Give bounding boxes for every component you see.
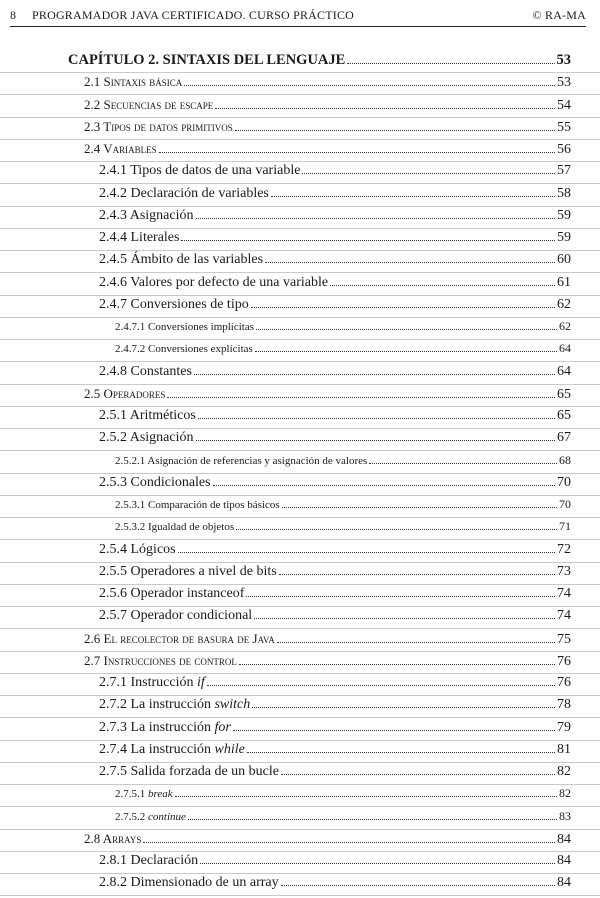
dot-leader	[302, 163, 555, 174]
dot-leader	[281, 764, 555, 775]
toc-entry-label: 2.7.5.1 break	[115, 788, 173, 801]
row-separator	[0, 873, 600, 874]
toc-entry-label-italic: switch	[214, 697, 251, 713]
toc-entry-page: 82	[557, 764, 571, 779]
toc-row	[0, 875, 600, 897]
toc-row	[0, 364, 600, 386]
row-separator	[0, 250, 600, 251]
toc-entry-label: 2.1 Sintaxis básica	[84, 74, 183, 90]
toc-entry[interactable]	[99, 720, 571, 738]
toc-row	[0, 853, 600, 875]
toc-row	[0, 608, 600, 630]
toc-entry-page: 56	[557, 142, 571, 157]
toc-entry-label: 2.4.5 Ámbito de las variables	[99, 252, 264, 268]
dot-leader	[181, 230, 555, 241]
toc-entry[interactable]	[84, 119, 571, 137]
row-separator	[0, 762, 600, 763]
dot-leader	[251, 297, 555, 308]
toc-entry-label: 2.5.2.1 Asignación de referencias y asignación de valores	[115, 454, 368, 467]
toc-entry-label: 2.5.6 Operador instanceof	[99, 586, 245, 601]
row-separator	[0, 272, 600, 273]
toc-entry-page: 64	[559, 341, 571, 356]
dot-leader	[159, 142, 555, 153]
toc-entry-label: 2.7.3 La instrucción for	[99, 719, 231, 735]
toc-entry-label: 2.7 Instrucciones de control	[84, 652, 237, 668]
toc-entry-label: 2.8.1 Declaración	[99, 853, 199, 868]
dot-leader	[265, 252, 555, 263]
row-separator	[0, 94, 600, 95]
dot-leader	[188, 809, 557, 820]
toc-entry-page: 78	[557, 697, 571, 713]
dot-leader	[215, 98, 555, 109]
row-separator	[0, 539, 600, 540]
toc-row	[0, 720, 600, 742]
toc-entry-label: 2.4.7 Conversiones de tipo	[99, 296, 249, 312]
toc-entry-label: 2.4.2 Declaración de variables	[99, 185, 269, 201]
toc-entry-page: 59	[557, 207, 571, 223]
toc-entry-label: 2.4.8 Constantes	[99, 363, 192, 379]
toc-entry[interactable]	[84, 141, 571, 159]
dot-leader	[369, 453, 557, 464]
row-separator	[0, 829, 600, 830]
toc-entry-page: 84	[557, 853, 571, 868]
toc-row	[0, 74, 600, 96]
dot-leader	[347, 53, 554, 64]
toc-entry-page: 64	[557, 363, 571, 379]
toc-entry-label: 2.4.7.2 Conversiones explícitas	[115, 343, 253, 356]
toc-entry[interactable]	[84, 653, 571, 671]
toc-entry-label: 2.5.3.2 Igualdad de objetos	[115, 521, 235, 534]
toc-entry[interactable]	[115, 519, 571, 537]
row-separator	[0, 361, 600, 362]
toc-entry-label: 2.7.5.2 continue	[115, 810, 186, 823]
toc-row	[0, 230, 600, 252]
toc-entry-page: 62	[559, 319, 571, 333]
dot-leader	[282, 497, 557, 508]
toc-row	[0, 52, 600, 74]
dot-leader	[279, 564, 555, 575]
toc-entry-label: 2.2 Secuencias de escape	[84, 96, 214, 112]
toc-entry-label: 2.7.5 Salida forzada de un bucle	[99, 764, 279, 779]
toc-entry[interactable]	[99, 275, 571, 293]
dot-leader	[196, 430, 556, 441]
dot-leader	[255, 341, 557, 352]
toc-entry-label: 2.4.7.1 Conversiones implícitas	[115, 321, 255, 333]
toc-entry[interactable]	[84, 97, 571, 115]
toc-row	[0, 475, 600, 497]
row-separator	[0, 651, 600, 652]
toc-entry[interactable]	[115, 453, 571, 471]
publisher: © RA-MA	[532, 8, 586, 22]
row-separator	[0, 406, 600, 407]
toc-entry-page: 84	[557, 875, 571, 891]
toc-entry[interactable]	[99, 697, 571, 715]
row-separator	[0, 562, 600, 563]
toc-entry-page: 60	[557, 252, 571, 268]
toc-entry[interactable]	[99, 742, 571, 760]
toc-entry[interactable]	[84, 831, 571, 849]
row-separator	[0, 295, 600, 296]
dot-leader	[256, 319, 557, 330]
toc-entry-label: 2.4.3 Asignación	[99, 207, 194, 223]
toc-row	[0, 786, 600, 808]
toc-entry[interactable]	[99, 764, 571, 782]
toc-entry-page: 55	[557, 119, 571, 135]
toc-row	[0, 519, 600, 541]
toc-row	[0, 586, 600, 608]
dot-leader	[196, 208, 556, 219]
row-separator	[0, 851, 600, 852]
dot-leader	[254, 608, 555, 619]
toc-entry-page: 59	[557, 230, 571, 245]
toc-entry[interactable]	[99, 608, 571, 626]
row-separator	[0, 895, 600, 896]
toc-entry-label: 2.5.4 Lógicos	[99, 541, 176, 557]
toc-entry-page: 70	[559, 497, 571, 511]
dot-leader	[194, 364, 555, 375]
dot-leader	[252, 697, 555, 708]
toc-entry-label: 2.6 El recolector de basura de Java	[84, 630, 275, 646]
row-separator	[0, 628, 600, 629]
toc-entry[interactable]	[99, 163, 571, 181]
dot-leader	[184, 75, 555, 86]
toc-entry-label: 2.5 Operadores	[84, 385, 166, 401]
row-separator	[0, 784, 600, 785]
toc-row	[0, 453, 600, 475]
row-separator	[0, 450, 600, 451]
row-separator	[0, 317, 600, 318]
toc-entry[interactable]	[99, 230, 571, 248]
toc-entry-label-italic: continue	[148, 810, 186, 823]
toc-entry-label: 2.5.3.1 Comparación de tipos básicos	[115, 499, 280, 511]
toc-entry-page: 71	[559, 519, 571, 534]
toc-entry-label: 2.5.1 Aritméticos	[99, 408, 196, 423]
row-separator	[0, 517, 600, 518]
toc-entry-label: 2.7.2 La instrucción switch	[99, 697, 251, 713]
row-separator	[0, 183, 600, 184]
row-separator	[0, 673, 600, 674]
toc-entry-page: 65	[557, 408, 571, 423]
toc-entry-page: 70	[557, 474, 571, 490]
toc-entry-label: 2.5.5 Operadores a nivel de bits	[99, 563, 277, 579]
toc-entry[interactable]	[99, 853, 571, 871]
toc-entry[interactable]	[99, 252, 571, 270]
toc-entry[interactable]	[99, 875, 571, 893]
header-rule	[10, 26, 586, 27]
toc-entry[interactable]	[115, 319, 571, 337]
row-separator	[0, 72, 600, 73]
dot-leader	[271, 186, 555, 197]
toc-entry-page: 75	[557, 631, 571, 647]
dot-leader	[330, 275, 555, 286]
toc-entry-label: 2.4.6 Valores por defecto de una variable	[99, 274, 329, 290]
toc-row	[0, 631, 600, 653]
toc-entry-page: 83	[559, 808, 571, 823]
toc-entry-page: 65	[557, 386, 571, 402]
toc-entry-label: 2.8.2 Dimensionado de un array	[99, 875, 279, 891]
toc-entry[interactable]	[68, 52, 571, 70]
toc-entry[interactable]	[84, 631, 571, 649]
row-separator	[0, 161, 600, 162]
dot-leader	[175, 786, 557, 797]
dot-leader	[246, 586, 555, 597]
dot-leader	[233, 720, 555, 731]
toc-entry-label-italic: while	[214, 741, 245, 757]
toc-row	[0, 319, 600, 341]
toc-entry-label: 2.7.4 La instrucción while	[99, 741, 245, 757]
toc-row	[0, 675, 600, 697]
dot-leader	[167, 387, 555, 398]
row-separator	[0, 695, 600, 696]
toc-row	[0, 564, 600, 586]
toc-entry-page: 76	[557, 675, 571, 690]
toc-entry[interactable]	[99, 186, 571, 204]
toc-row	[0, 408, 600, 430]
toc-entry[interactable]	[99, 475, 571, 493]
toc-entry[interactable]	[99, 364, 571, 382]
dot-leader	[236, 519, 557, 530]
toc-entry-page: 81	[557, 741, 571, 757]
toc-entry-label-italic: if	[196, 675, 205, 690]
toc-entry[interactable]	[99, 586, 571, 604]
toc-entry-label: 2.4 Variables	[84, 141, 157, 156]
row-separator	[0, 117, 600, 118]
dot-leader	[213, 475, 555, 486]
book-title: PROGRAMADOR JAVA CERTIFICADO. CURSO PRÁCTICO	[32, 8, 355, 22]
toc-row	[0, 275, 600, 297]
row-separator	[0, 606, 600, 607]
toc-row	[0, 497, 600, 519]
toc-entry-page: 54	[557, 97, 571, 113]
toc-row	[0, 430, 600, 452]
toc-row	[0, 141, 600, 163]
toc-row	[0, 119, 600, 141]
row-separator	[0, 806, 600, 807]
toc-entry-page: 72	[557, 541, 571, 557]
toc-row	[0, 742, 600, 764]
row-separator	[0, 473, 600, 474]
dot-leader	[200, 853, 555, 864]
dot-leader	[207, 675, 555, 686]
toc-row	[0, 764, 600, 786]
toc-entry[interactable]	[115, 786, 571, 804]
toc-row	[0, 297, 600, 319]
toc-entry-label: 2.4.4 Literales	[99, 230, 180, 245]
dot-leader	[235, 120, 555, 131]
toc-entry[interactable]	[99, 297, 571, 315]
toc-entry-page: 53	[557, 75, 571, 91]
toc-entry-page: 73	[557, 563, 571, 579]
dot-leader	[198, 408, 555, 419]
dot-leader	[281, 875, 555, 886]
toc-entry-page: 68	[559, 452, 571, 467]
toc-row	[0, 697, 600, 719]
toc-entry-label: 2.5.3 Condicionales	[99, 474, 211, 490]
toc-entry[interactable]	[99, 430, 571, 448]
toc-entry-page: 67	[557, 430, 571, 446]
toc-entry-label: 2.4.1 Tipos de datos de una variable	[99, 163, 301, 179]
row-separator	[0, 384, 600, 385]
toc-entry[interactable]	[115, 809, 571, 827]
toc-entry-label: 2.8 Arrays	[84, 830, 142, 846]
toc-entry-page: 74	[557, 586, 571, 601]
toc-entry-label: 2.5.2 Asignación	[99, 430, 194, 446]
toc-row	[0, 252, 600, 274]
toc-entry-page: 79	[557, 719, 571, 735]
row-separator	[0, 428, 600, 429]
toc-entry-label: 2.5.7 Operador condicional	[99, 608, 253, 624]
toc-entry-label-italic: break	[148, 788, 173, 801]
row-separator	[0, 339, 600, 340]
toc-row	[0, 97, 600, 119]
toc-entry-label: CAPÍTULO 2. SINTAXIS DEL LENGUAJE	[68, 52, 346, 68]
row-separator	[0, 206, 600, 207]
toc-entry-label: 2.3 Tipos de datos primitivos	[84, 118, 233, 134]
dot-leader	[143, 832, 555, 843]
toc-entry[interactable]	[115, 497, 571, 515]
toc-entry-label: 2.7.1 Instrucción if	[99, 675, 205, 690]
page-number: 8	[10, 8, 17, 22]
toc-row	[0, 341, 600, 363]
row-separator	[0, 139, 600, 140]
toc-row	[0, 809, 600, 831]
toc-entry[interactable]	[99, 675, 571, 693]
toc-row	[0, 208, 600, 230]
toc-entry-page: 74	[557, 608, 571, 624]
toc-row	[0, 186, 600, 208]
row-separator	[0, 584, 600, 585]
dot-leader	[247, 742, 555, 753]
toc-entry[interactable]	[99, 564, 571, 582]
toc-entry-page: 61	[557, 274, 571, 290]
dot-leader	[239, 654, 555, 665]
toc-entry[interactable]	[99, 208, 571, 226]
toc-entry-page: 62	[557, 296, 571, 312]
toc-row	[0, 163, 600, 185]
toc-entry-page: 76	[557, 653, 571, 669]
row-separator	[0, 740, 600, 741]
toc-entry-page: 57	[557, 163, 571, 179]
toc-row	[0, 386, 600, 408]
toc-entry-label-italic: for	[214, 719, 231, 735]
toc-entry[interactable]	[99, 408, 571, 426]
toc-entry-page: 58	[557, 185, 571, 201]
toc-entry[interactable]	[115, 341, 571, 359]
dot-leader	[277, 632, 555, 643]
toc-entry-page: 82	[559, 786, 571, 801]
running-header	[10, 4, 586, 26]
row-separator	[0, 717, 600, 718]
row-separator	[0, 495, 600, 496]
toc-row	[0, 653, 600, 675]
toc-row	[0, 542, 600, 564]
toc-entry[interactable]	[84, 386, 571, 404]
toc-row	[0, 831, 600, 853]
toc-entry[interactable]	[99, 542, 571, 560]
toc-entry-page: 53	[556, 52, 571, 68]
dot-leader	[178, 542, 555, 553]
toc-entry-page: 84	[557, 831, 571, 847]
row-separator	[0, 228, 600, 229]
toc-entry[interactable]	[84, 74, 571, 92]
